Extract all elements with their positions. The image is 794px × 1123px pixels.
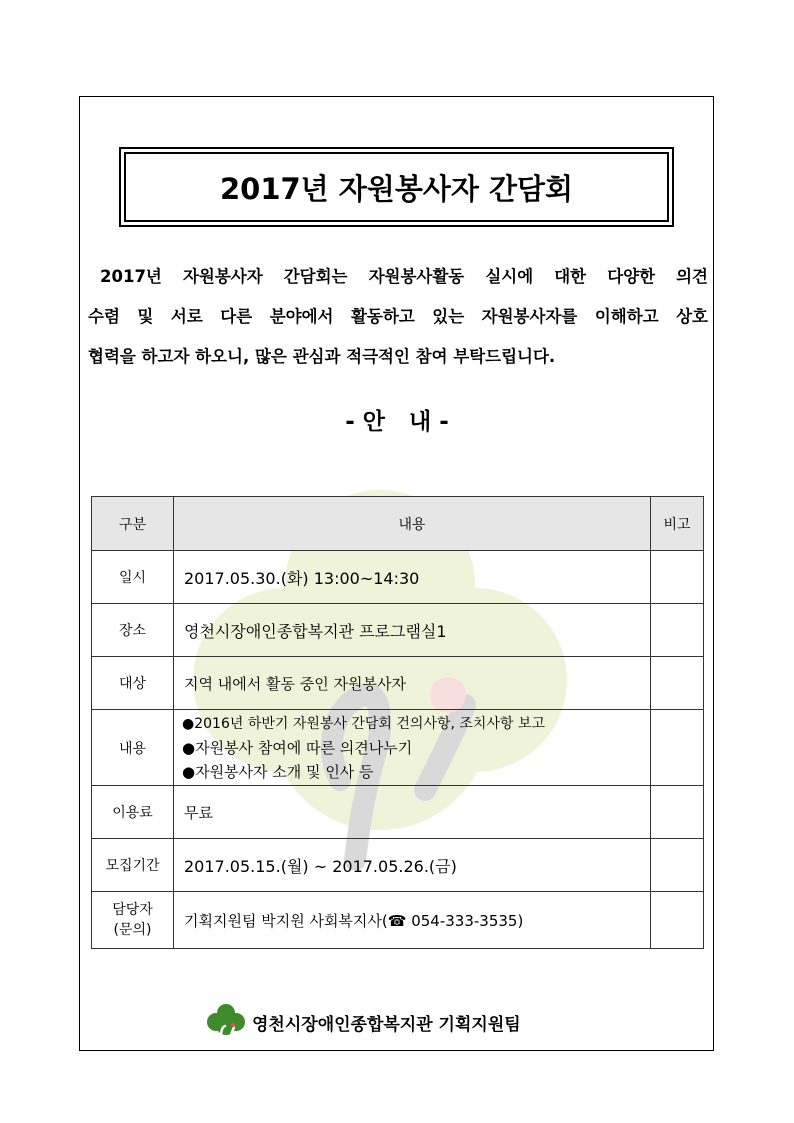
row-label: 장소 bbox=[92, 604, 174, 657]
row-label: 일시 bbox=[92, 551, 174, 604]
row-value: 기획지원팀 박지원 사회복지사(☎ 054-333-3535) bbox=[174, 892, 651, 949]
row-note bbox=[651, 657, 704, 710]
bullet-item: ●자원봉사 참여에 따른 의견나누기 bbox=[182, 738, 413, 757]
table-row-fee bbox=[92, 786, 704, 839]
row-label-contact bbox=[92, 892, 174, 949]
guide-heading-text: - 안 내 - bbox=[345, 409, 449, 435]
table-header-row bbox=[92, 497, 704, 551]
row-value: 지역 내에서 활동 중인 자원봉사자 bbox=[174, 657, 651, 710]
table-row-period bbox=[92, 839, 704, 892]
row-note bbox=[651, 786, 704, 839]
intro-line-1: 2017년 자원봉사자 간담회는 자원봉사활동 실시에 대한 다양한 의견 bbox=[100, 267, 708, 286]
row-value: 영천시장애인종합복지관 프로그램실1 bbox=[174, 604, 651, 657]
intro-line-3: 협력을 하고자 하오니, 많은 관심과 적극적인 참여 부탁드립니다. bbox=[88, 347, 556, 366]
row-label-line: (문의) bbox=[113, 922, 152, 938]
header-content: 내용 bbox=[174, 497, 651, 551]
intro-line-2: 수렴 및 서로 다른 분야에서 활동하고 있는 자원봉사자를 이해하고 상호 bbox=[88, 307, 708, 326]
row-value: 2017.05.15.(월) ~ 2017.05.26.(금) bbox=[174, 839, 651, 892]
row-note bbox=[651, 604, 704, 657]
bullet-item: ●자원봉사자 소개 및 인사 등 bbox=[182, 762, 374, 781]
table-row-datetime bbox=[92, 551, 704, 604]
table-row-contact bbox=[92, 892, 704, 949]
header-note: 비고 bbox=[651, 497, 704, 551]
table-row-location bbox=[92, 604, 704, 657]
header-category: 구분 bbox=[92, 497, 174, 551]
clover-logo-icon bbox=[206, 1003, 246, 1041]
bullet-item: ●2016년 하반기 자원봉사 간담회 건의사항, 조치사항 보고 bbox=[182, 715, 545, 732]
row-label-line: 담당자 bbox=[112, 902, 153, 918]
row-value: 2017.05.30.(화) 13:00~14:30 bbox=[174, 551, 651, 604]
row-label: 이용료 bbox=[92, 786, 174, 839]
info-table bbox=[91, 496, 704, 949]
row-value-bullets bbox=[174, 710, 651, 786]
intro-paragraph bbox=[88, 257, 708, 377]
row-note bbox=[651, 551, 704, 604]
row-note bbox=[651, 892, 704, 949]
row-label: 대상 bbox=[92, 657, 174, 710]
page-title: 2017년 자원봉사자 간담회 bbox=[219, 171, 574, 206]
title-box bbox=[119, 147, 674, 227]
row-value: 무료 bbox=[174, 786, 651, 839]
guide-heading bbox=[0, 403, 794, 436]
title-inner-frame bbox=[124, 152, 669, 222]
row-label: 모집기간 bbox=[92, 839, 174, 892]
table-row-content bbox=[92, 710, 704, 786]
row-label: 내용 bbox=[92, 710, 174, 786]
footer bbox=[206, 1003, 521, 1041]
row-note bbox=[651, 710, 704, 786]
row-note bbox=[651, 839, 704, 892]
footer-organization: 영천시장애인종합복지관 기획지원팀 bbox=[252, 1014, 521, 1035]
table-row-target bbox=[92, 657, 704, 710]
